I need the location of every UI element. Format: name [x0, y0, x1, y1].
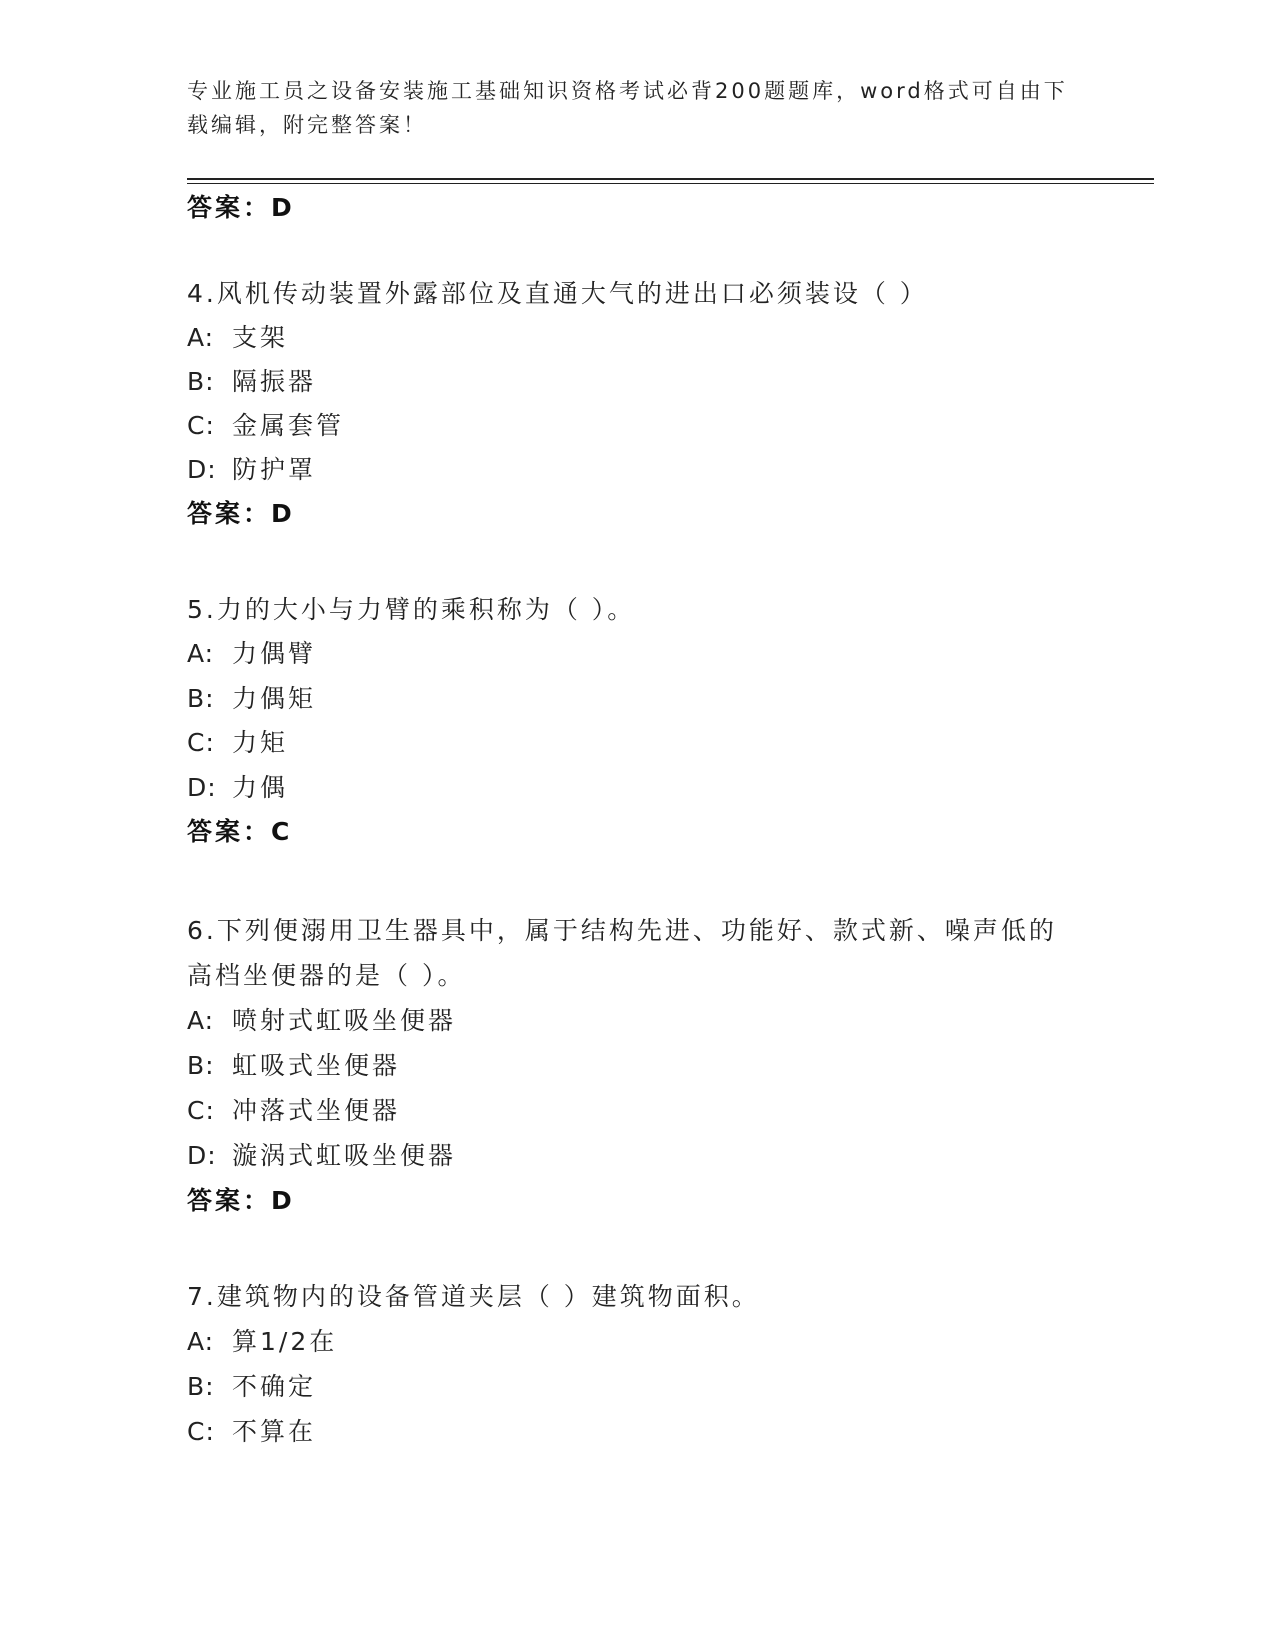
option-label: A: — [187, 323, 215, 352]
question-5-option-c — [187, 723, 288, 759]
option-text: 喷射式虹吸坐便器 — [232, 1006, 457, 1035]
page-header-title: 专业施工员之设备安装施工基础知识资格考试必背200题题库，word格式可自由下载编辑，附完整答案！ — [187, 79, 1068, 137]
header-divider-thick — [187, 178, 1154, 180]
question-6-option-b — [187, 1046, 400, 1082]
question-4-stem: 4.风机传动装置外露部位及直通大气的进出口必须装设（ ） — [187, 279, 928, 308]
option-label: D: — [187, 455, 217, 484]
question-6-option-d — [187, 1136, 456, 1172]
option-text: 漩涡式虹吸坐便器 — [232, 1141, 457, 1170]
question-5-option-d — [187, 768, 288, 804]
question-7-option-a — [187, 1322, 337, 1358]
question-7-option-c — [187, 1412, 316, 1448]
header-divider-thin — [187, 183, 1154, 184]
option-label: B: — [187, 684, 215, 713]
option-label: A: — [187, 1006, 215, 1035]
question-4-option-a — [187, 318, 288, 354]
option-label: B: — [187, 1372, 215, 1401]
option-label: C: — [187, 1096, 215, 1125]
answer-q5: 答案：C — [187, 817, 293, 846]
option-text: 力矩 — [232, 728, 289, 757]
option-label: B: — [187, 367, 215, 396]
option-text: 隔振器 — [232, 367, 317, 396]
option-text: 不确定 — [232, 1372, 317, 1401]
question-4-option-d — [187, 450, 316, 486]
option-label: B: — [187, 1051, 215, 1080]
option-text: 力偶 — [232, 773, 289, 802]
question-6-option-a — [187, 1001, 456, 1037]
option-text: 冲落式坐便器 — [232, 1096, 401, 1125]
answer-q3: 答案：D — [187, 193, 295, 222]
option-text: 支架 — [232, 323, 289, 352]
question-4-option-c — [187, 406, 344, 442]
option-label: C: — [187, 728, 215, 757]
option-text: 不算在 — [232, 1417, 317, 1446]
question-6-stem: 6.下列便溺用卫生器具中，属于结构先进、功能好、款式新、噪声低的高档坐便器的是（ ）。 — [187, 916, 1057, 990]
option-label: A: — [187, 639, 215, 668]
option-text: 算1/2在 — [232, 1327, 338, 1356]
option-label: D: — [187, 1141, 217, 1170]
question-7-stem: 7.建筑物内的设备管道夹层（ ）建筑物面积。 — [187, 1282, 760, 1311]
option-text: 力偶臂 — [232, 639, 317, 668]
option-text: 防护罩 — [232, 455, 317, 484]
question-5-option-a — [187, 634, 316, 670]
option-label: A: — [187, 1327, 215, 1356]
question-5-stem: 5.力的大小与力臂的乘积称为（ ）。 — [187, 595, 636, 624]
question-5-option-b — [187, 679, 316, 715]
question-7-option-b — [187, 1367, 316, 1403]
option-label: C: — [187, 411, 215, 440]
option-label: D: — [187, 773, 217, 802]
answer-q4: 答案：D — [187, 499, 295, 528]
option-text: 金属套管 — [232, 411, 345, 440]
option-label: C: — [187, 1417, 215, 1446]
option-text: 力偶矩 — [232, 684, 317, 713]
question-6-option-c — [187, 1091, 400, 1127]
answer-q6: 答案：D — [187, 1186, 295, 1215]
option-text: 虹吸式坐便器 — [232, 1051, 401, 1080]
question-4-option-b — [187, 362, 316, 398]
